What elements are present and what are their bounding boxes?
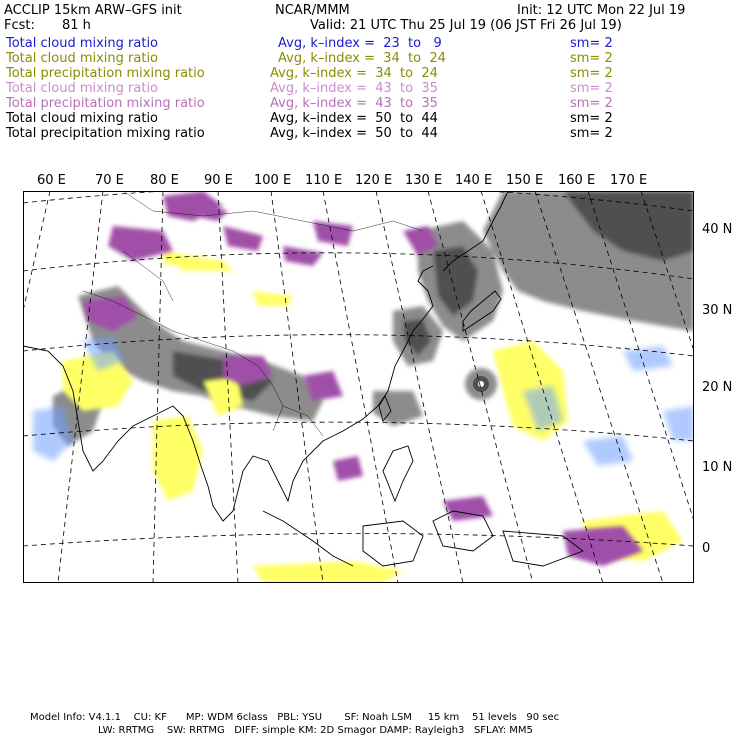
typhoon-vortex	[465, 368, 497, 400]
field-avg: Avg, k–index = 34 to 24	[278, 51, 446, 66]
forecast-hours: 81 h	[62, 18, 91, 33]
latitude-label: 20 N	[702, 380, 733, 395]
field-name: Total precipitation mixing ratio	[6, 96, 205, 111]
longitude-label: 150 E	[506, 173, 544, 188]
field-avg: Avg, k–index = 34 to 24	[270, 66, 438, 81]
longitude-label: 120 E	[355, 173, 393, 188]
latitude-label: 40 N	[702, 222, 733, 237]
field-avg: Avg, k–index = 50 to 44	[270, 126, 438, 141]
field-name: Total precipitation mixing ratio	[6, 126, 205, 141]
field-sm: sm= 2	[570, 96, 613, 111]
init-time: Init: 12 UTC Mon 22 Jul 19	[517, 3, 686, 18]
longitude-label: 160 E	[558, 173, 596, 188]
longitude-label: 130 E	[405, 173, 443, 188]
organization: NCAR/MMM	[275, 3, 350, 18]
field-name: Total cloud mixing ratio	[6, 81, 159, 96]
model-info-line2: LW: RRTMG SW: RRTMG DIFF: simple KM: 2D Smagor DAMP: Rayleigh3 SFLAY: MM5	[98, 725, 533, 736]
field-name: Total cloud mixing ratio	[6, 111, 159, 126]
field-name: Total precipitation mixing ratio	[6, 66, 205, 81]
field-sm: sm= 2	[570, 51, 613, 66]
field-sm: sm= 2	[570, 111, 613, 126]
field-avg: Avg, k–index = 43 to 35	[270, 81, 438, 96]
field-sm: sm= 2	[570, 126, 613, 141]
latitude-label: 10 N	[702, 460, 733, 475]
longitude-label: 110 E	[305, 173, 343, 188]
longitude-label: 90 E	[204, 173, 233, 188]
field-avg: Avg, k–index = 23 to 9	[278, 36, 442, 51]
latitude-label: 30 N	[702, 303, 733, 318]
field-avg: Avg, k–index = 43 to 35	[270, 96, 438, 111]
longitude-label: 70 E	[95, 173, 124, 188]
field-name: Total cloud mixing ratio	[6, 51, 159, 66]
longitude-label: 140 E	[455, 173, 493, 188]
longitude-label: 170 E	[610, 173, 648, 188]
field-avg: Avg, k–index = 50 to 44	[270, 111, 438, 126]
field-sm: sm= 2	[570, 66, 613, 81]
model-title: ACCLIP 15km ARW–GFS init	[4, 3, 182, 18]
longitude-label: 80 E	[150, 173, 179, 188]
forecast-label: Fcst:	[4, 18, 35, 33]
latitude-label: 0	[702, 541, 711, 556]
longitude-label: 60 E	[37, 173, 66, 188]
valid-time: Valid: 21 UTC Thu 25 Jul 19 (06 JST Fri 26 Jul 19)	[310, 18, 622, 33]
field-sm: sm= 2	[570, 81, 613, 96]
map-panel	[23, 191, 694, 583]
longitude-label: 100 E	[254, 173, 292, 188]
field-sm: sm= 2	[570, 36, 613, 51]
model-info-line1: Model Info: V4.1.1 CU: KF MP: WDM 6class PBL: YSU SF: Noah LSM 15 km 51 levels 90 sec	[30, 712, 560, 723]
field-name: Total cloud mixing ratio	[6, 36, 159, 51]
